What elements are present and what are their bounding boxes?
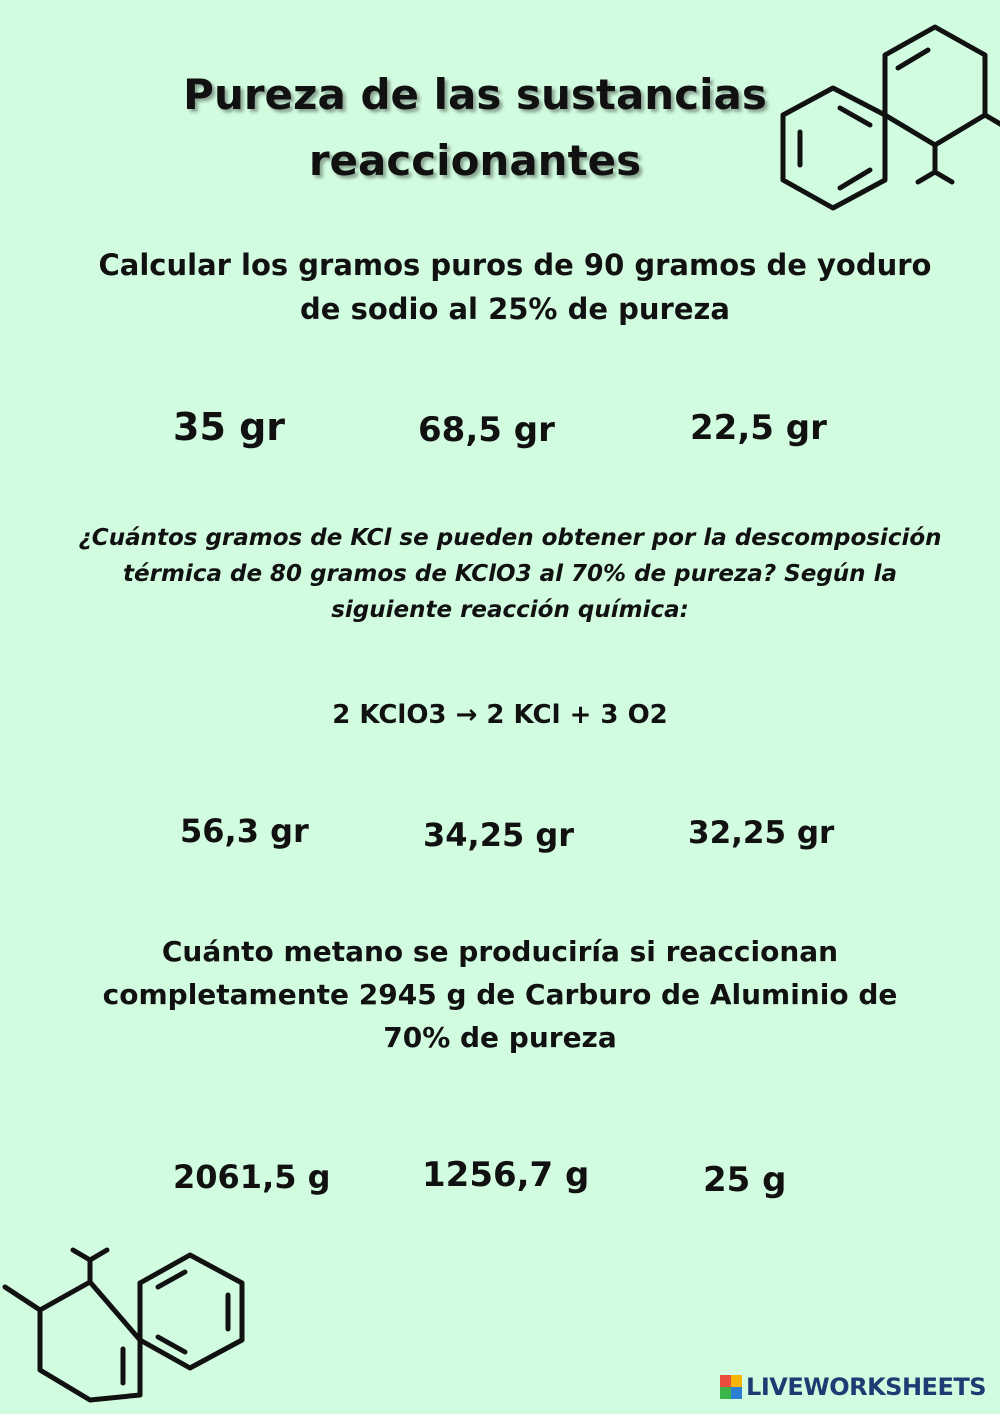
- title-line-1: Pureza de las sustancias: [183, 70, 767, 119]
- q3-option-1[interactable]: 2061,5 g: [173, 1158, 331, 1196]
- question-2-text: ¿Cuántos gramos de KCl se pueden obtener por la descomposición térmica de 80 gramos de KClO3 al 70% de pureza? Según la siguiente reacción química:: [78, 525, 942, 623]
- q2-option-3[interactable]: 32,25 gr: [688, 815, 835, 851]
- liveworksheets-logo: [720, 1373, 986, 1401]
- q1-option-2[interactable]: 68,5 gr: [418, 410, 555, 450]
- q3-option-2[interactable]: 1256,7 g: [422, 1155, 590, 1195]
- q1-option-1[interactable]: 35 gr: [173, 405, 286, 449]
- q2-option-2[interactable]: 34,25 gr: [423, 816, 575, 854]
- page-title: [140, 62, 810, 194]
- chemical-equation: 2 KClO3 → 2 KCl + 3 O2: [332, 700, 668, 730]
- question-3-text: Cuánto metano se produciría si reaccionan completamente 2945 g de Carburo de Aluminio de 70% de pureza: [102, 935, 898, 1054]
- molecule-icon: [770, 20, 1000, 215]
- q1-option-3[interactable]: 22,5 gr: [690, 408, 827, 448]
- logo-text: LIVEWORKSHEETS: [746, 1373, 986, 1401]
- q3-option-3[interactable]: 25 g: [703, 1160, 787, 1200]
- molecule-icon: [0, 1225, 260, 1405]
- question-1-text: Calcular los gramos puros de 90 gramos de yoduro de sodio al 25% de pureza: [98, 248, 932, 326]
- title-line-2: reaccionantes: [308, 136, 642, 185]
- q2-option-1[interactable]: 56,3 gr: [180, 812, 309, 850]
- logo-mark-icon: [720, 1375, 742, 1399]
